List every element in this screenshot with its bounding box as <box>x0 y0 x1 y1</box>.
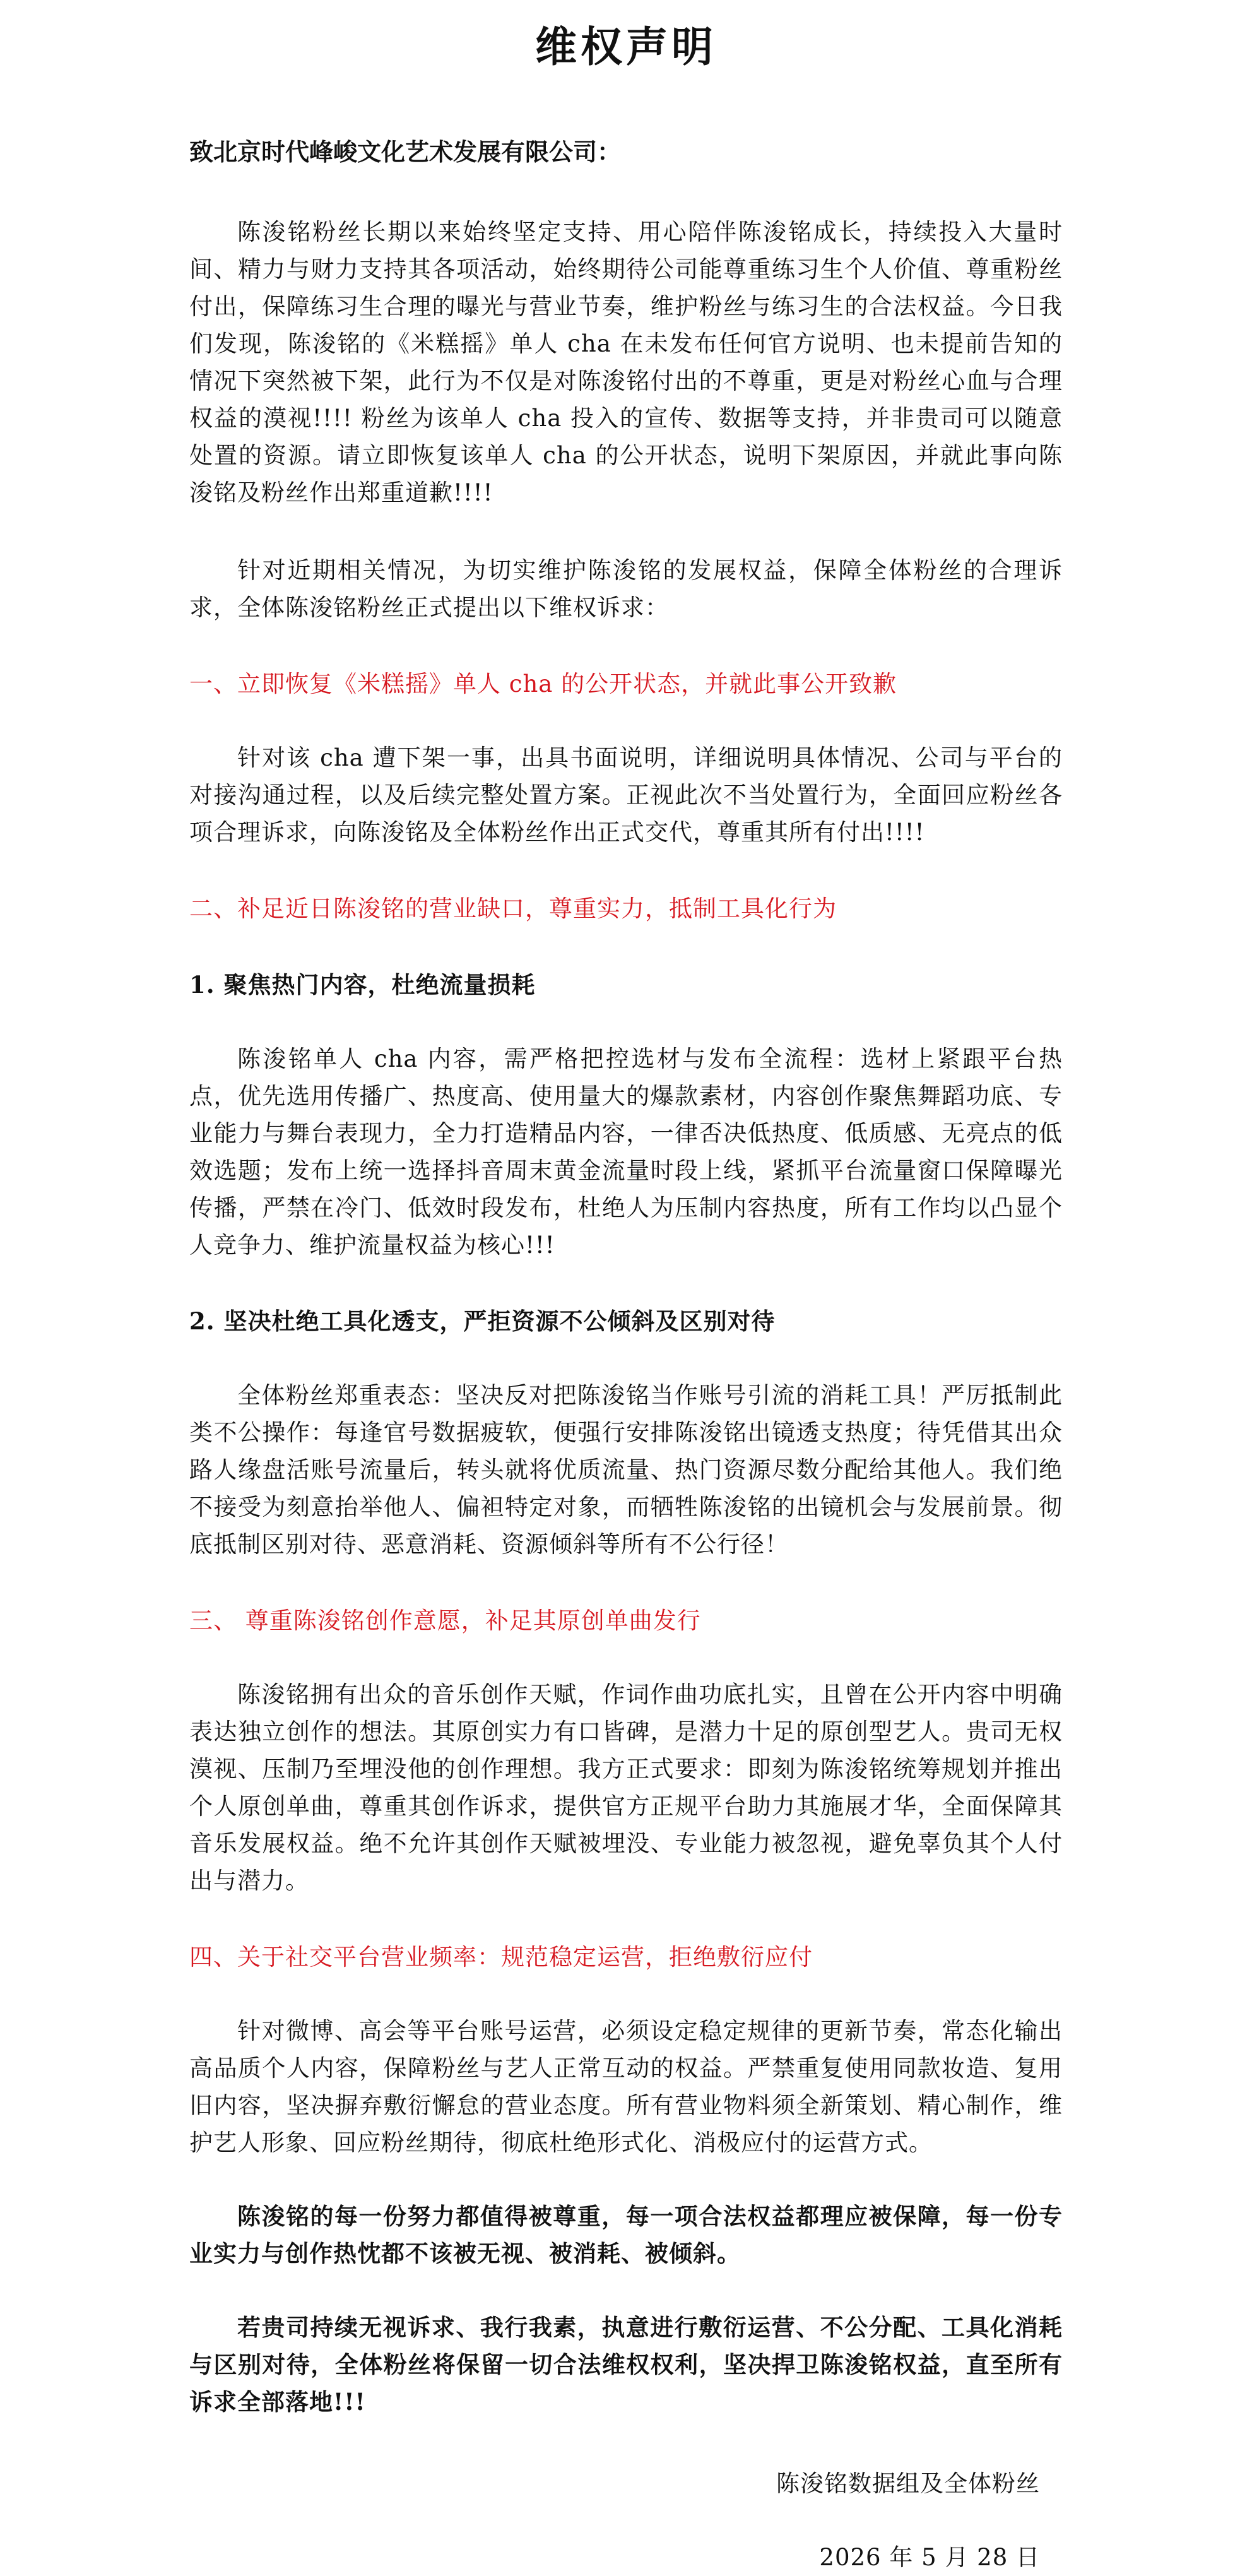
section-4-body: 针对微博、高会等平台账号运营，必须设定稳定规律的更新节奏，常态化输出高品质个人内容，保障粉丝与艺人正常互动的权益。严禁重复使用同款妆造、复用旧内容，坚决摒弃敷衍懈怠的营业态度。所有营业物料须全新策划、精心制作，维护艺人形象、回应粉丝期待，彻底杜绝形式化、消极应付的运营方式。 <box>189 2017 1063 2156</box>
greeting-line: 致北京时代峰峻文化艺术发展有限公司： <box>189 138 622 166</box>
section-1-body: 针对该 cha 遭下架一事，出具书面说明，详细说明具体情况、公司与平台的对接沟通过程，以及后续完整处置方案。正视此次不当处置行为，全面回应粉丝各项合理诉求，向陈浚铭及全体粉丝作出正式交代，尊重其所有付出!!!! <box>189 744 1063 846</box>
section-4-heading: 四、关于社交平台营业频率：规范稳定运营，拒绝敷衍应付 <box>189 1944 813 1971</box>
section-2-sub1-heading: 1. 聚焦热门内容，杜绝流量损耗 <box>189 971 536 999</box>
date-line: 2026 年 5 月 28 日 <box>819 2544 1040 2571</box>
section-2-sub1-body: 陈浚铭单人 cha 内容，需严格把控选材与发布全流程：选材上紧跟平台热点，优先选用传播广、热度高、使用量大的爆款素材，内容创作聚焦舞蹈功底、专业能力与舞台表现力，全力打造精品内容，一律否决低热度、低质感、无亮点的低效选题；发布上统一选择抖音周末黄金流量时段上线，紧抓平台流量窗口保障曝光传播，严禁在冷门、低效时段发布，杜绝人为压制内容热度，所有工作均以凸显个人竞争力、维护流量权益为核心!!! <box>189 1045 1063 1259</box>
section-3-heading: 三、 尊重陈浚铭创作意愿，补足其原创单曲发行 <box>189 1607 701 1634</box>
section-1-heading: 一、立即恢复《米糕摇》单人 cha 的公开状态，并就此事公开致歉 <box>189 670 897 697</box>
section-2-heading: 二、补足近日陈浚铭的营业缺口，尊重实力，抵制工具化行为 <box>189 895 837 922</box>
preface-paragraph: 针对近期相关情况，为切实维护陈浚铭的发展权益，保障全体粉丝的合理诉求，全体陈浚铭粉丝正式提出以下维权诉求： <box>189 557 1063 621</box>
section-2-sub2-body: 全体粉丝郑重表态：坚决反对把陈浚铭当作账号引流的消耗工具！严厉抵制此类不公操作：每逢官号数据疲软，便强行安排陈浚铭出镜透支热度；待凭借其出众路人缘盘活账号流量后，转头就将优质流量、热门资源尽数分配给其他人。我们绝不接受为刻意抬举他人、偏袒特定对象，而牺牲陈浚铭的出镜机会与发展前景。彻底抵制区别对待、恶意消耗、资源倾斜等所有不公行径！ <box>189 1382 1063 1558</box>
closing-paragraph-1: 陈浚铭的每一份努力都值得被尊重，每一项合法权益都理应被保障，每一份专业实力与创作热忱都不该被无视、被消耗、被倾斜。 <box>189 2202 1063 2267</box>
section-3-body: 陈浚铭拥有出众的音乐创作天赋，作词作曲功底扎实，且曾在公开内容中明确表达独立创作的想法。其原创实力有口皆碑，是潜力十足的原创型艺人。贵司无权漠视、压制乃至埋没他的创作理想。我方正式要求：即刻为陈浚铭统筹规划并推出个人原创单曲，尊重其创作诉求，提供官方正规平台助力其施展才华，全面保障其音乐发展权益。绝不允许其创作天赋被埋没、专业能力被忽视，避免辜负其个人付出与潜力。 <box>189 1681 1063 1894</box>
section-2-sub2-heading: 2. 坚决杜绝工具化透支，严拒资源不公倾斜及区别对待 <box>189 1307 776 1335</box>
signature-line: 陈浚铭数据组及全体粉丝 <box>776 2470 1040 2497</box>
closing-paragraph-2: 若贵司持续无视诉求、我行我素，执意进行敷衍运营、不公分配、工具化消耗与区别对待，全体粉丝将保留一切合法维权权利，坚决捍卫陈浚铭权益，直至所有诉求全部落地!!! <box>189 2313 1063 2416</box>
page-title: 维权声明 <box>535 23 717 71</box>
intro-paragraph: 陈浚铭粉丝长期以来始终坚定支持、用心陪伴陈浚铭成长，持续投入大量时间、精力与财力支持其各项活动，始终期待公司能尊重练习生个人价值、尊重粉丝付出，保障练习生合理的曝光与营业节奏，维护粉丝与练习生的合法权益。今日我们发现，陈浚铭的《米糕摇》单人 cha 在未发布任何官方说明、也未提前告知的情况下突然被下架，此行为不仅是对陈浚铭付出的不尊重，更是对粉丝心血与合理权益的漠视!!!! 粉丝为该单人 cha 投入的宣传、数据等支持，并非贵司可以随意处置的资源。请立即恢复该单人 cha 的公开状态，说明下架原因，并就此事向陈浚铭及粉丝作出郑重道歉!!!! <box>189 218 1063 506</box>
